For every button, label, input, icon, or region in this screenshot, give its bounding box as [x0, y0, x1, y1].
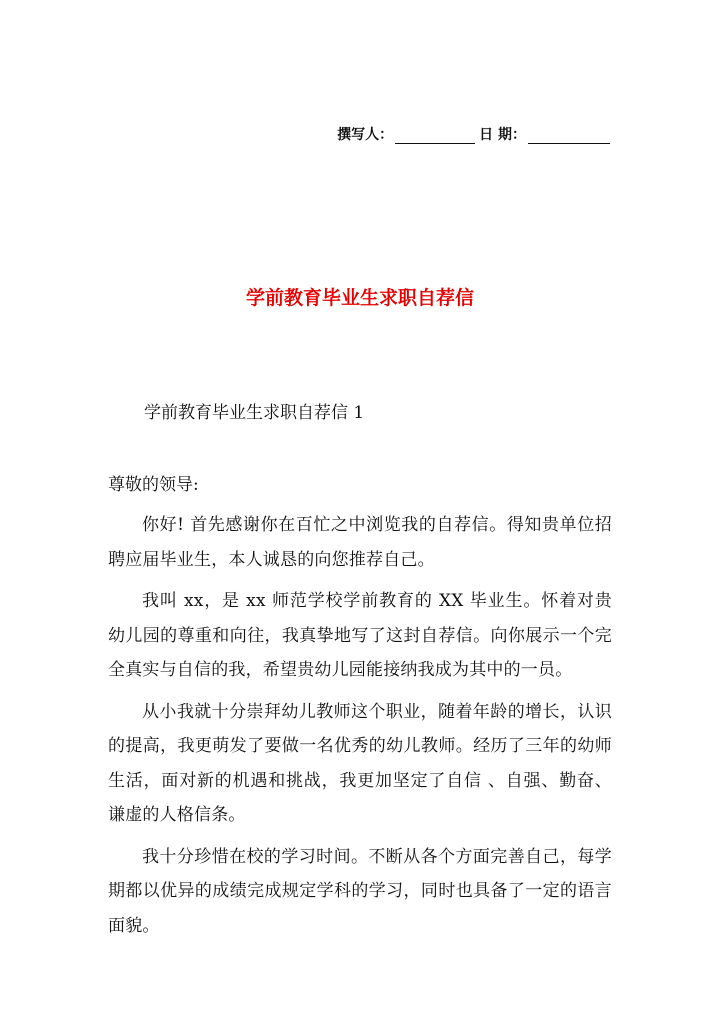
- date-label: 日 期：: [479, 127, 526, 143]
- body-paragraph: 我叫 xx，是 xx 师范学校学前教育的 XX 毕业生。怀着对贵幼儿园的尊重和向往，我真挚地写了这封自荐信。向你展示一个完全真实与自信的我，希望贵幼儿园能接纳我成为其中的一员。: [108, 591, 612, 680]
- document-title: 学前教育毕业生求职自荐信: [245, 287, 474, 309]
- document-subtitle: 学前教育毕业生求职自荐信 1: [144, 403, 365, 423]
- author-label: 撰写人：: [337, 127, 394, 143]
- salutation: 尊敬的领导:: [108, 475, 199, 495]
- body-paragraph: 从小我就十分崇拜幼儿教师这个职业，随着年龄的增长，认识的提高，我更萌发了要做一名优秀的幼儿教师。经历了三年的幼师生活，面对新的机遇和挑战，我更加坚定了自信 、自强、勤奋、谦虚的人格信条。: [108, 701, 612, 825]
- header-fields: [337, 124, 612, 144]
- author-blank-line: [395, 129, 475, 144]
- body-paragraph: 你好! 首先感谢你在百忙之中浏览我的自荐信。得知贵单位招聘应届毕业生，本人诚恳的向您推荐自己。: [108, 515, 612, 570]
- body-paragraph: 我十分珍惜在校的学习时间。不断从各个方面完善自己，每学期都以优异的成绩完成规定学科的学习，同时也具备了一定的语言面貌。: [108, 846, 612, 936]
- date-blank-line: [528, 129, 610, 144]
- letter-body: [108, 508, 612, 950]
